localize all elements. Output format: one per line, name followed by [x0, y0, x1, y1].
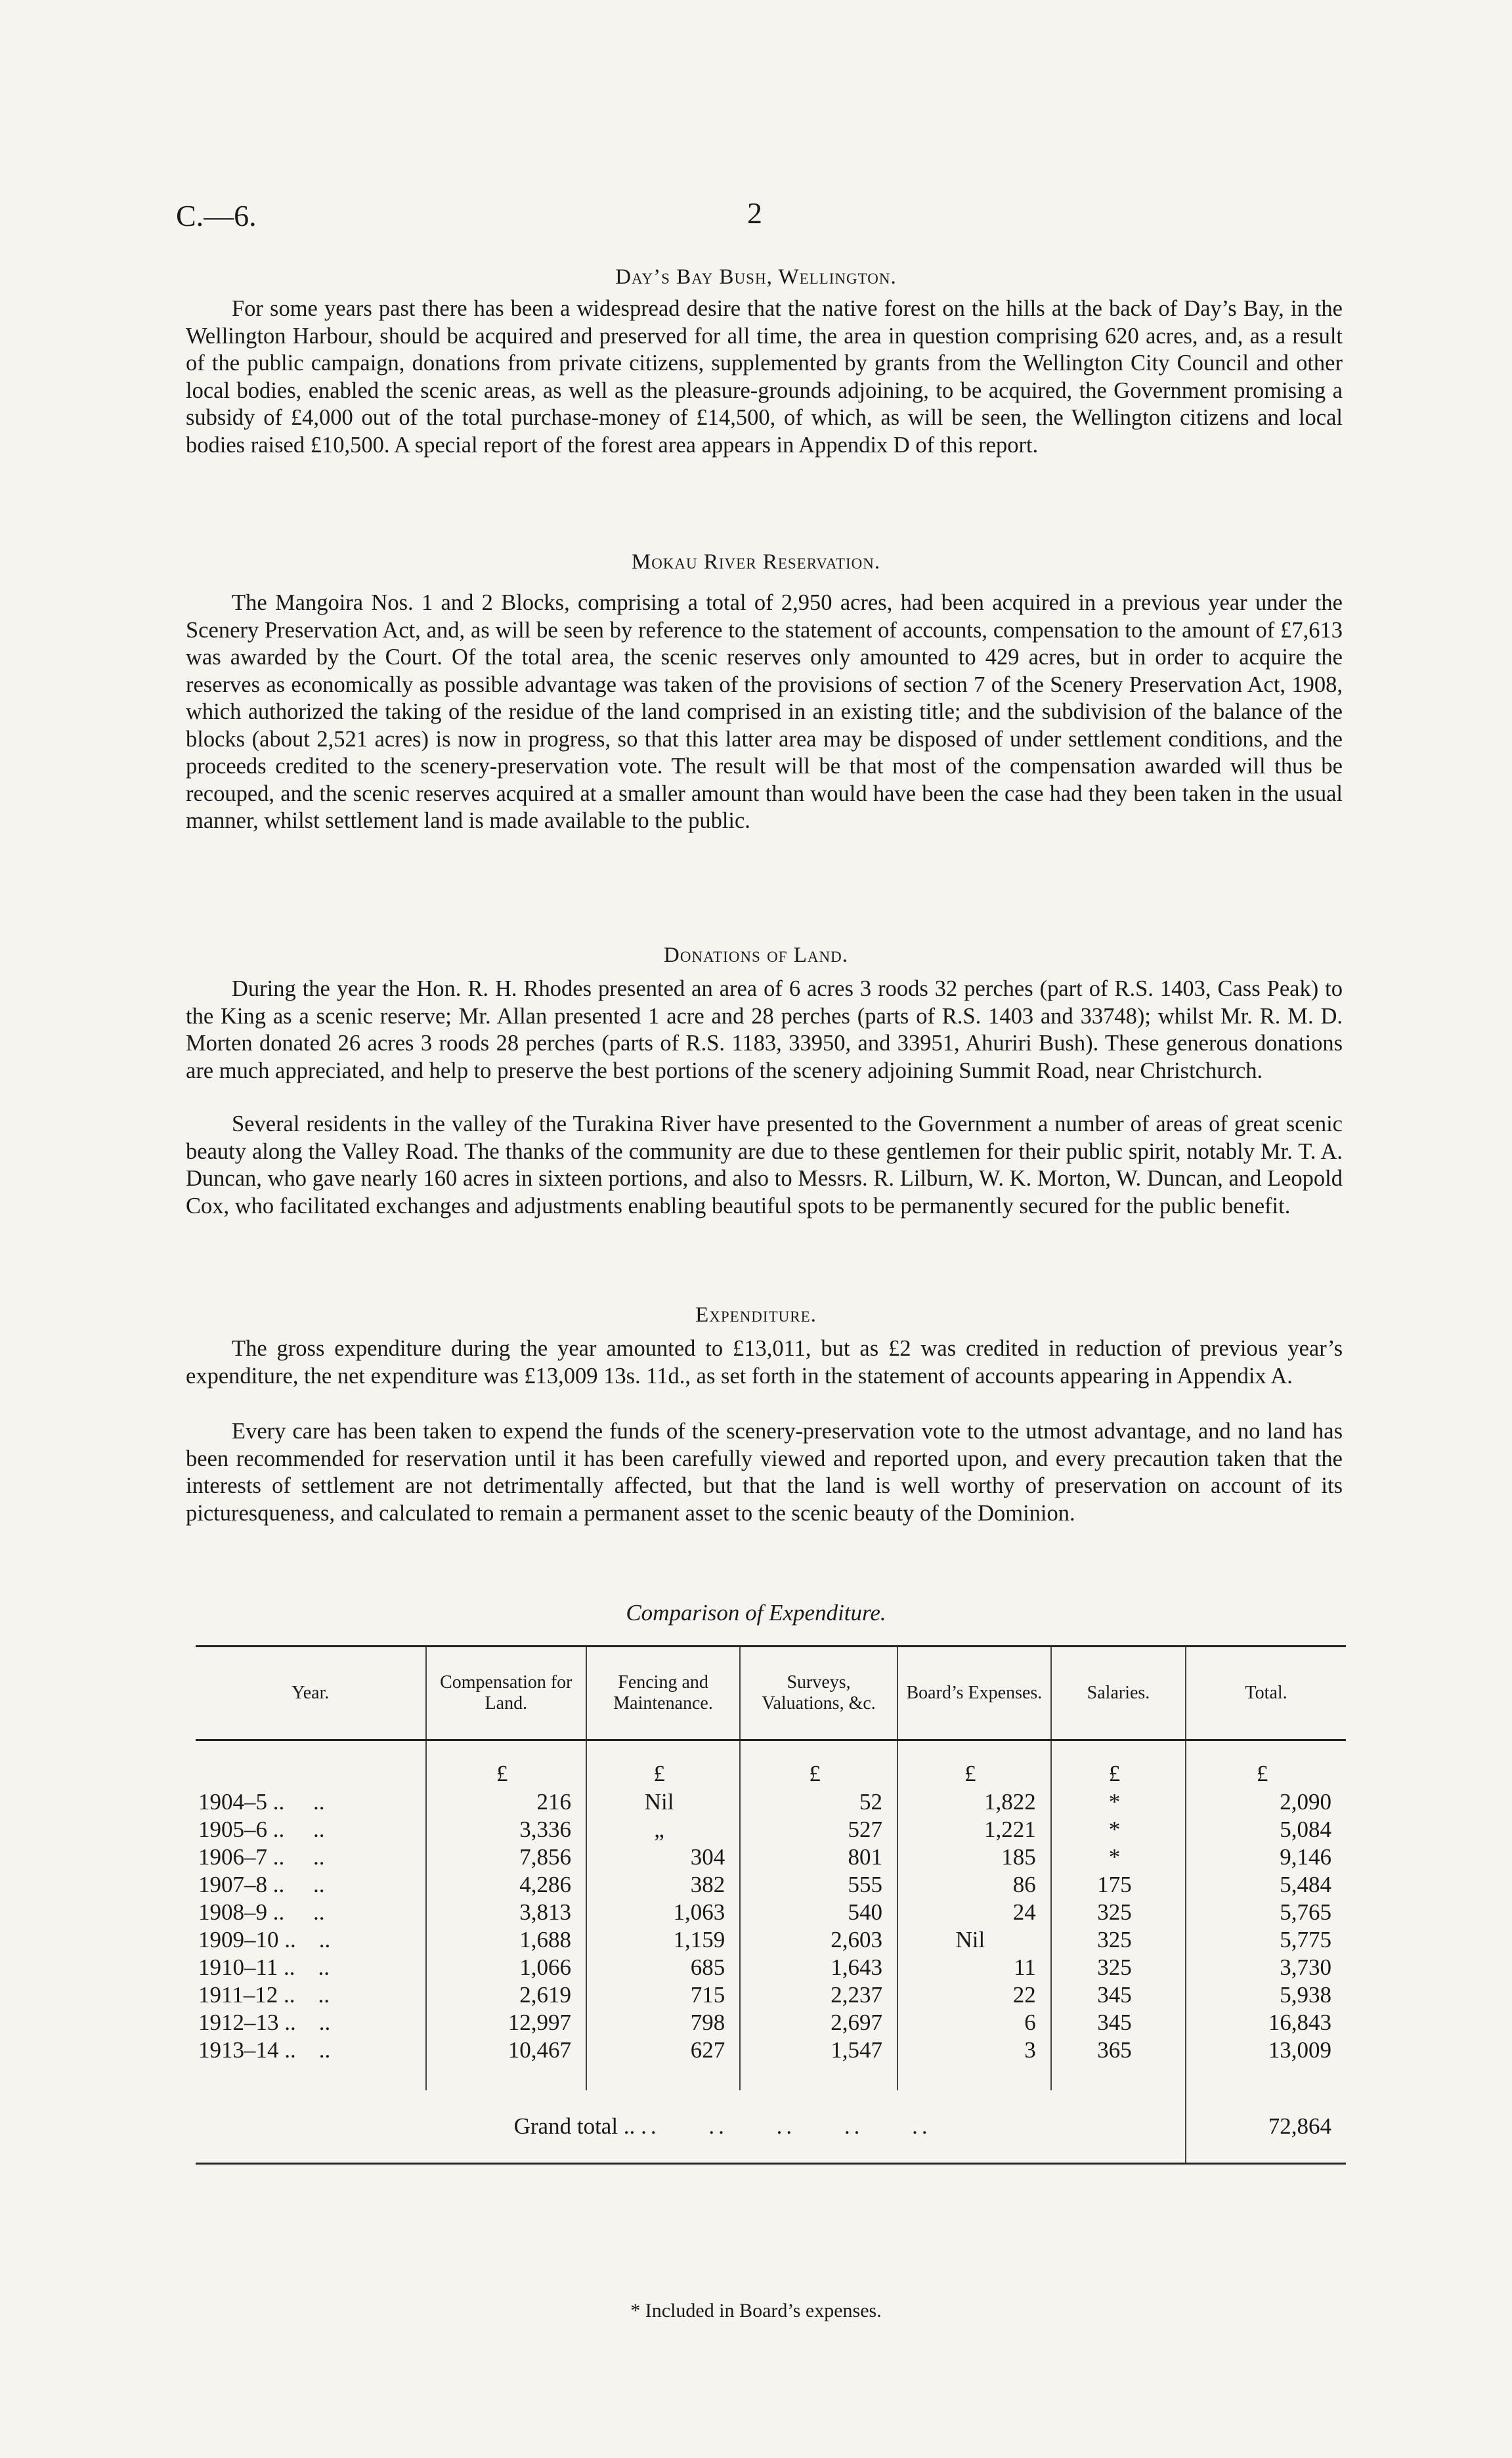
table-cell: 6 [897, 2009, 1051, 2037]
table-cell: Nil [897, 1926, 1051, 1954]
table-cell: 325 [1051, 1926, 1186, 1954]
table-row [196, 2009, 1346, 2037]
table-cell: 86 [897, 1871, 1051, 1899]
table-row [196, 1816, 1346, 1844]
table-cell: 1,688 [426, 1926, 586, 1954]
table-cell: 185 [897, 1844, 1051, 1871]
paragraph-mokau-river: The Mangoira Nos. 1 and 2 Blocks, comprising a total of 2,950 acres, had been acquired in a previous year under the Scenery Preservation Act, and, as will be seen by reference to the statement of accounts, compensation to the amount of £7,613 was awarded by the Court. Of the total area, the scenic reserves only amounted to 429 acres, but in order to acquire the reserves as economically as possible advantage was taken of the provisions of section 7 of the Scenery Preservation Act, 1908, which authorized the taking of the residue of the land comprised in an existing title; and the subdivision of the balance of the blocks (about 2,521 acres) is now in progress, so that this latter area may be disposed of under settlement conditions, and the proceeds credited to the scenery-preservation vote. The result will be that most of the compensation awarded will thus be recouped, and the scenic reserves acquired at a smaller amount than would have been the case had they been taken in the usual manner, whilst settlement land is made available to the public. [186, 590, 1343, 833]
table-row [196, 1788, 1346, 1816]
table-cell: 325 [1051, 1899, 1186, 1926]
table-cell-year: 1905–6 .. .. [198, 1817, 325, 1842]
table-cell: Nil [586, 1788, 740, 1816]
paragraph-expenditure-2: Every care has been taken to expend the funds of the scenery-preservation vote to the utmost advantage, and no land has been recommended for reservation until it has been carefully viewed and reported upon, and every precaution taken that the interests of settlement are not detrimentally affected, but that the land is well worthy of preservation on account of its picturesqueness, and calculated to remain a permanent asset to the scenic beauty of the Dominion. [186, 1419, 1343, 1526]
table-cell: £ [897, 1740, 1051, 1789]
table-cell-year: 1904–5 .. .. [198, 1789, 325, 1815]
grand-total-dots: .. .. .. .. .. [641, 2113, 932, 2139]
table-cell: * [1051, 1788, 1186, 1816]
table-cell: * [1051, 1844, 1186, 1871]
table-cell: 13,009 [1186, 2037, 1346, 2090]
table-row [196, 1871, 1346, 1899]
table-cell-year: 1908–9 .. .. [198, 1899, 325, 1925]
table-row [196, 1981, 1346, 2009]
table-cell: 2,603 [740, 1926, 897, 1954]
table-cell: 540 [740, 1899, 897, 1926]
table-cell: 5,765 [1186, 1899, 1346, 1926]
table-caption: Comparison of Expenditure. [626, 1600, 886, 1626]
table-cell-year: 1910–11 .. .. [198, 1954, 330, 1980]
section-heading-days-bay: Day’s Bay Bush, Wellington. [615, 265, 897, 289]
table-cell-year: 1911–12 .. .. [198, 1982, 330, 2008]
table-unit-row [196, 1740, 1346, 1789]
paragraph-days-bay: For some years past there has been a widespread desire that the native forest on the hills at the back of Day’s Bay, in the Wellington Harbour, should be acquired and preserved for all time, the area in question comprising 620 acres, and, as a result of the public campaign, donations from private citizens, supplemented by grants from the Wellington City Council and other local bodies, enabled the scenic areas, as well as the pleasure-grounds adjoining, to be acquired, the Government promising a subsidy of £4,000 out of the total purchase-money of £14,500, of which, as will be seen, the Wellington citizens and local bodies raised £10,500. A special report of the forest area appears in Appendix D of this report. [186, 296, 1343, 458]
table-cell: 715 [586, 1981, 740, 2009]
table-cell: 685 [586, 1954, 740, 1981]
document-reference: C.—6. [176, 199, 257, 232]
table-cell: 4,286 [426, 1871, 586, 1899]
grand-total-row [196, 2090, 1346, 2164]
column-header-compensation: Compensation for Land. [426, 1647, 586, 1740]
expenditure-table [196, 1645, 1346, 2165]
table-cell: £ [426, 1740, 586, 1789]
table-cell: 627 [586, 2037, 740, 2090]
table-cell: „ [586, 1816, 740, 1844]
table-cell: 325 [1051, 1954, 1186, 1981]
table-cell: 1,643 [740, 1954, 897, 1981]
table-cell: 345 [1051, 1981, 1186, 2009]
paragraph-donations-2: Several residents in the valley of the Turakina River have presented to the Government a number of areas of great scenic beauty along the Valley Road. The thanks of the community are due to these gentlemen for their public spirit, notably Mr. T. A. Duncan, who gave nearly 160 acres in sixteen portions, and also to Messrs. R. Lilburn, W. K. Morton, W. Duncan, and Leopold Cox, who facilitated exchanges and adjustments enabling beautiful spots to be permanently secured for the public benefit. [186, 1111, 1343, 1218]
table-cell: 24 [897, 1899, 1051, 1926]
paragraph-donations-1: During the year the Hon. R. H. Rhodes presented an area of 6 acres 3 roods 32 perches (part of R.S. 1403, Cass Peak) to the King as a scenic reserve; Mr. Allan presented 1 acre and 28 perches (parts of R.S. 1403 and 33748); whilst Mr. R. M. D. Morten donated 26 acres 3 roods 28 perches (parts of R.S. 1183, 33950, and 33951, Ahuriri Bush). These generous donations are much appreciated, and help to preserve the best portions of the scenery adjoining Summit Road, near Christchurch. [186, 976, 1343, 1083]
table-cell: 345 [1051, 2009, 1186, 2037]
grand-total-value: 72,864 [1186, 2090, 1346, 2164]
column-header-salaries: Salaries. [1051, 1647, 1186, 1740]
section-heading-expenditure: Expenditure. [695, 1303, 817, 1327]
grand-total-label: Grand total .. [513, 2113, 636, 2139]
table-cell: 1,066 [426, 1954, 586, 1981]
table-cell: 2,237 [740, 1981, 897, 2009]
table-cell: 1,221 [897, 1816, 1051, 1844]
column-header-board-expenses: Board’s Expenses. [897, 1647, 1051, 1740]
table-cell: 12,997 [426, 2009, 586, 2037]
table-cell-year: 1909–10 .. .. [198, 1927, 331, 1952]
table-cell-year: 1912–13 .. .. [198, 2010, 331, 2035]
table-cell: 9,146 [1186, 1844, 1346, 1871]
table-cell: 7,856 [426, 1844, 586, 1871]
table-cell: 1,822 [897, 1788, 1051, 1816]
table-cell: 798 [586, 2009, 740, 2037]
table-cell: £ [1051, 1740, 1186, 1789]
table-cell: 365 [1051, 2037, 1186, 2090]
section-heading-mokau-river: Mokau River Reservation. [631, 550, 881, 574]
page-number: 2 [747, 196, 762, 230]
grand-total-label-cell [196, 2090, 1186, 2164]
table-cell: 10,467 [426, 2037, 586, 2090]
table-cell: 5,484 [1186, 1871, 1346, 1899]
paragraph-expenditure-1: The gross expenditure during the year amounted to £13,011, but as £2 was credited in reduction of previous year’s expenditure, the net expenditure was £13,009 13s. 11d., as set forth in the statement of accounts appearing in Appendix A. [186, 1336, 1343, 1389]
section-heading-donations: Donations of Land. [664, 943, 848, 967]
table-cell: 11 [897, 1954, 1051, 1981]
table-row [196, 1899, 1346, 1926]
table-cell: 3,730 [1186, 1954, 1346, 1981]
table-row [196, 1844, 1346, 1871]
table-cell: £ [1186, 1740, 1346, 1789]
table-cell: 1,547 [740, 2037, 897, 2090]
table-header-row [196, 1647, 1346, 1740]
table-cell: 5,938 [1186, 1981, 1346, 2009]
table-cell: £ [740, 1740, 897, 1789]
table-cell: 3 [897, 2037, 1051, 2090]
table-footnote: * Included in Board’s expenses. [630, 2300, 882, 2321]
table-cell: 527 [740, 1816, 897, 1844]
table-cell: 304 [586, 1844, 740, 1871]
table-cell: 3,336 [426, 1816, 586, 1844]
table-cell [196, 1740, 426, 1789]
table-cell: 382 [586, 1871, 740, 1899]
table-cell: 16,843 [1186, 2009, 1346, 2037]
table-row [196, 2037, 1346, 2090]
table-cell-year: 1913–14 .. .. [198, 2037, 331, 2063]
table-cell: 801 [740, 1844, 897, 1871]
column-header-fencing: Fencing and Maintenance. [586, 1647, 740, 1740]
table-cell: 1,063 [586, 1899, 740, 1926]
table-row [196, 1954, 1346, 1981]
table-cell-year: 1907–8 .. .. [198, 1872, 325, 1897]
table-cell: £ [586, 1740, 740, 1789]
column-header-year: Year. [196, 1647, 426, 1740]
table-cell: 175 [1051, 1871, 1186, 1899]
table-cell-year: 1906–7 .. .. [198, 1844, 325, 1870]
table-cell: * [1051, 1816, 1186, 1844]
table-cell: 5,084 [1186, 1816, 1346, 1844]
table-cell: 5,775 [1186, 1926, 1346, 1954]
table-cell: 52 [740, 1788, 897, 1816]
table-cell: 2,090 [1186, 1788, 1346, 1816]
table-cell: 22 [897, 1981, 1051, 2009]
table-cell: 3,813 [426, 1899, 586, 1926]
table-row [196, 1926, 1346, 1954]
column-header-surveys: Surveys, Valuations, &c. [740, 1647, 897, 1740]
table-cell: 216 [426, 1788, 586, 1816]
table-cell: 555 [740, 1871, 897, 1899]
table-cell: 2,697 [740, 2009, 897, 2037]
column-header-total: Total. [1186, 1647, 1346, 1740]
table-cell: 1,159 [586, 1926, 740, 1954]
table-cell: 2,619 [426, 1981, 586, 2009]
